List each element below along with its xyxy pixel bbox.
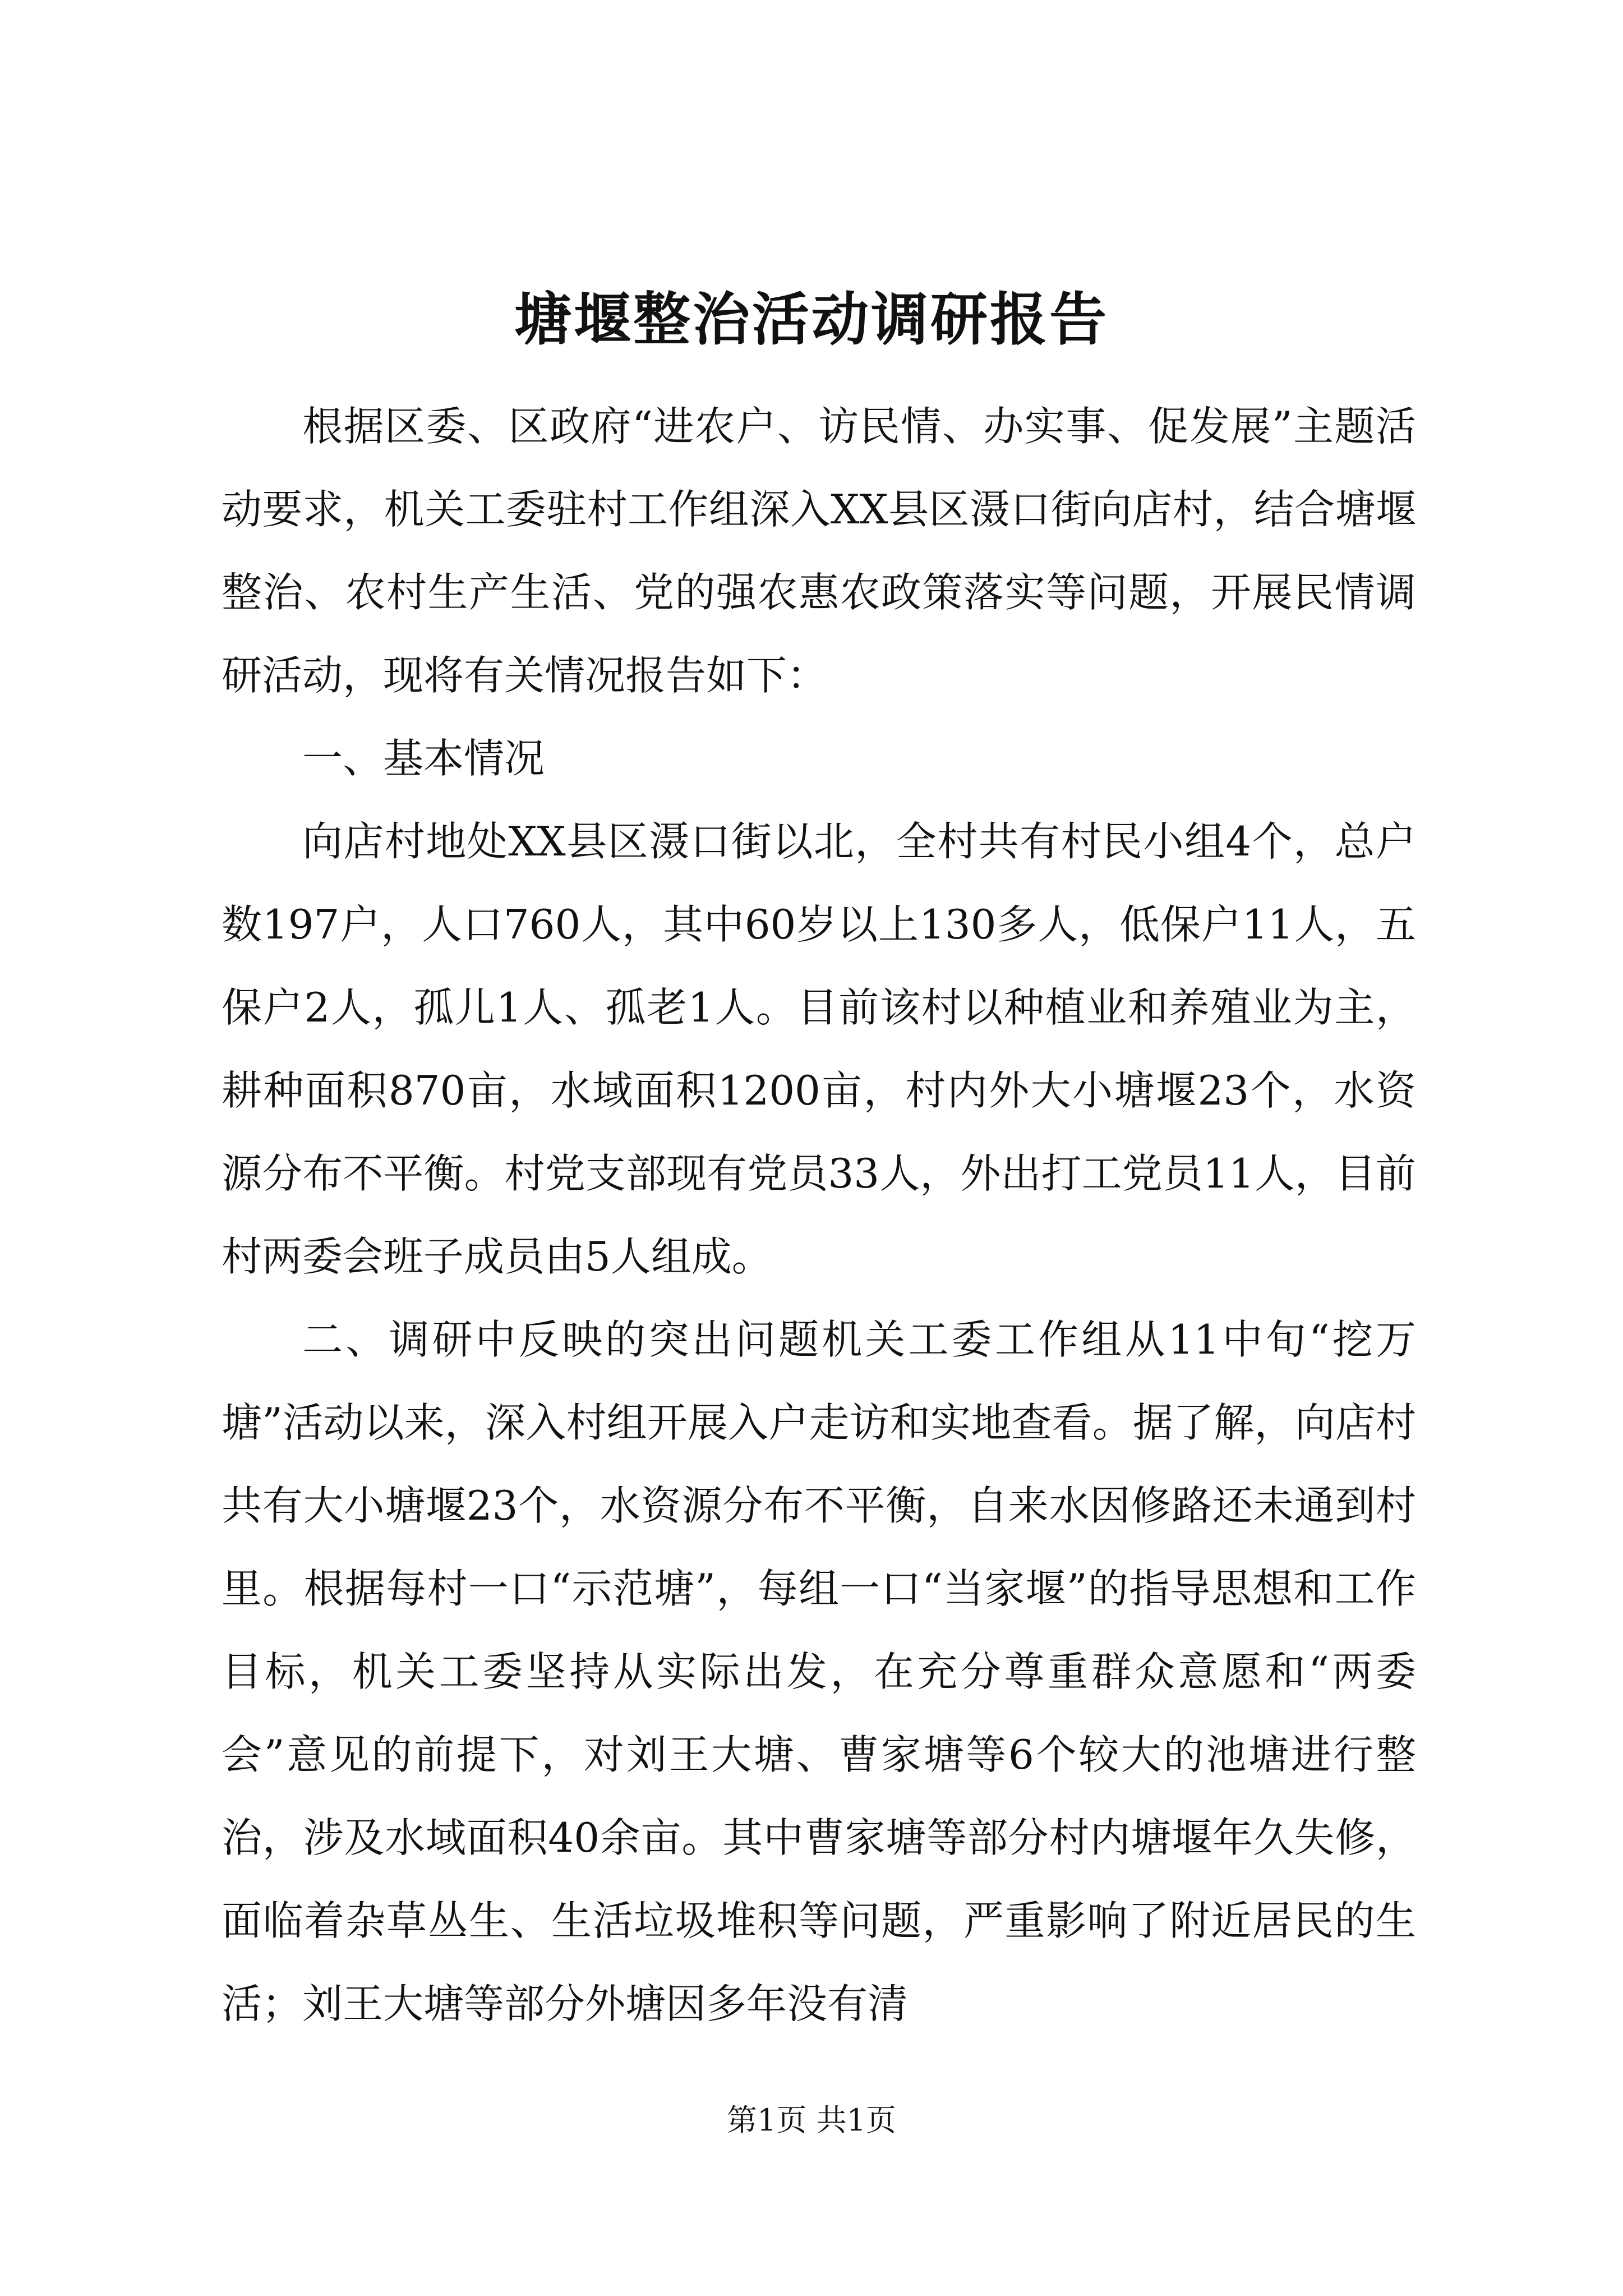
document-body [222, 385, 1416, 2045]
paragraph-intro: 根据区委、区政府“进农户、访民情、办实事、促发展”主题活动要求，机关工委驻村工作组深入XX县区滠口街向店村，结合塘堰整治、农村生产生活、党的强农惠农政策落实等问题，开展民情调研活动，现将有关情况报告如下： [222, 403, 1416, 699]
section-heading-basic-situation: 一、基本情况 [302, 735, 545, 782]
paragraph-basic-situation: 向店村地处XX县区滠口街以北，全村共有村民小组4个，总户数197户，人口760人，其中60岁以上130多人，低保户11人，五保户2人，孤儿1人、孤老1人。目前该村以种植业和养殖业为主，耕种面积870亩，水域面积1200亩，村内外大小塘堰23个，水资源分布不平衡。村党支部现有党员33人，外出打工党员11人，目前村两委会班子成员由5人组成。 [222, 818, 1416, 1280]
document-title: 塘堰整治活动调研报告 [514, 286, 1109, 353]
page-footer: 第1页 共1页 [727, 2102, 896, 2138]
paragraph-problems: 二、调研中反映的突出问题机关工委工作组从11中旬“挖万塘”活动以来，深入村组开展入户走访和实地查看。据了解，向店村共有大小塘堰23个，水资源分布不平衡，自来水因修路还未通到村里。根据每村一口“示范塘”，每组一口“当家堰”的指导思想和工作目标，机关工委坚持从实际出发，在充分尊重群众意愿和“两委会”意见的前提下，对刘王大塘、曹家塘等6个较大的池塘进行整治，涉及水域面积40余亩。其中曹家塘等部分村内塘堰年久失修，面临着杂草丛生、生活垃圾堆积等问题，严重影响了附近居民的生活；刘王大塘等部分外塘因多年没有清 [222, 1316, 1416, 2027]
